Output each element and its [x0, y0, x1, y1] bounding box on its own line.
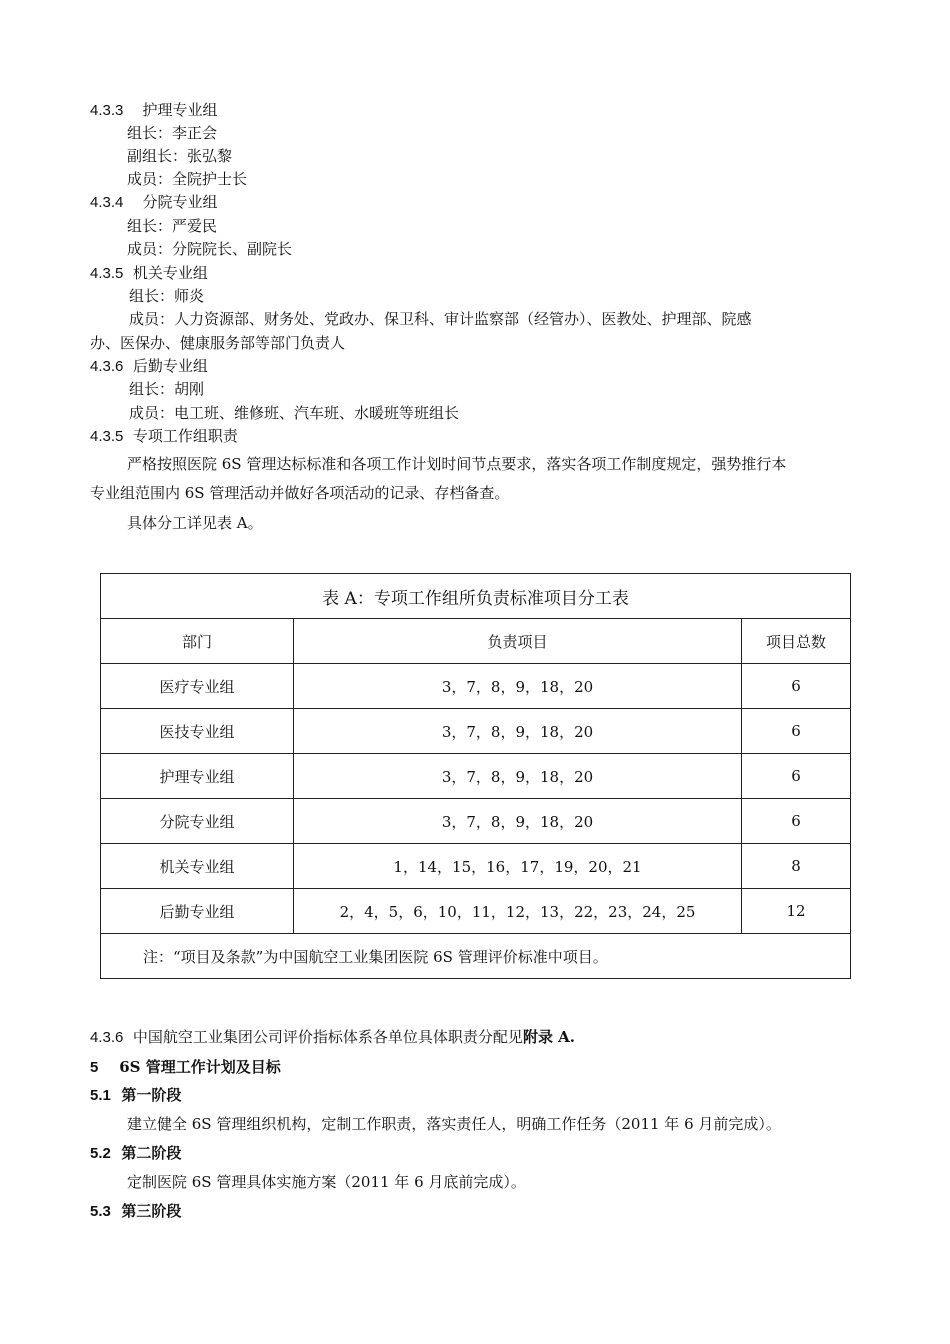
cell-items: 3，7，8，9，18，20 — [294, 754, 742, 799]
leader-line: 组长：严爱民 — [127, 217, 218, 235]
cell-total: 6 — [742, 709, 851, 754]
section-number: 4.3.5 — [90, 265, 124, 282]
table-caption: 表 A：专项工作组所负责标准项目分工表 — [101, 574, 851, 619]
cell-dept: 医疗专业组 — [101, 664, 294, 709]
members-line: 成员：人力资源部、财务处、党政办、保卫科、审计监察部（经管办）、医教处、护理部、院感 — [129, 310, 752, 328]
section-title: 第三阶段 — [121, 1202, 182, 1220]
cell-total: 12 — [742, 889, 851, 934]
appendix-link-text: 附录 A. — [522, 1028, 576, 1046]
section-title: 后勤专业组 — [132, 357, 208, 375]
section-title: 6S 管理工作计划及目标 — [119, 1058, 281, 1076]
heading-4-3-6-logistics — [90, 355, 208, 378]
appendix-text: 中国航空工业集团公司评价指标体系各单位具体职责分配见 — [132, 1028, 523, 1046]
cell-total: 6 — [742, 754, 851, 799]
table-row — [101, 754, 851, 799]
section-number: 4.3.5 — [90, 428, 124, 445]
table-header-row — [101, 619, 851, 664]
heading-4-3-3 — [90, 99, 217, 122]
table-note: 注：“项目及条款”为中国航空工业集团医院 6S 管理评价标准中项目。 — [101, 934, 851, 979]
heading-4-3-5-admin — [90, 262, 208, 285]
leader-line: 组长：胡刚 — [129, 380, 205, 398]
cell-dept: 后勤专业组 — [101, 889, 294, 934]
section-number: 4.3.6 — [90, 1029, 124, 1046]
heading-4-3-5-duties — [90, 425, 238, 448]
cell-dept: 分院专业组 — [101, 799, 294, 844]
members-line-continued: 办、医保办、健康服务部等部门负责人 — [90, 334, 346, 352]
duties-paragraph-continued: 专业组范围内 6S 管理活动并做好各项活动的记录、存档备查。 — [90, 484, 510, 502]
cell-total: 6 — [742, 664, 851, 709]
assignment-table — [100, 573, 851, 979]
table-row — [101, 889, 851, 934]
section-title: 专项工作组职责 — [132, 427, 238, 445]
heading-4-3-4 — [90, 191, 217, 214]
section-number: 4.3.3 — [90, 102, 124, 119]
members-line: 成员：电工班、维修班、汽车班、水暖班等班组长 — [129, 404, 460, 422]
table-row — [101, 709, 851, 754]
members-line: 成员：全院护士长 — [127, 170, 248, 188]
header-total: 项目总数 — [742, 619, 851, 664]
leader-line: 组长：李正会 — [127, 124, 218, 142]
header-dept: 部门 — [101, 619, 294, 664]
section-number: 4.3.4 — [90, 194, 124, 211]
cell-total: 8 — [742, 844, 851, 889]
duties-paragraph: 严格按照医院 6S 管理达标标准和各项工作计划时间节点要求，落实各项工作制度规定，强势推行本 — [127, 455, 787, 473]
table-row — [101, 664, 851, 709]
leader-line: 组长：师炎 — [129, 287, 205, 305]
table-row — [101, 844, 851, 889]
stage-1-body: 建立健全 6S 管理组织机构，定制工作职责，落实责任人，明确工作任务（2011 年 6 月前完成）。 — [127, 1115, 781, 1133]
section-number: 4.3.6 — [90, 358, 124, 375]
deputy-line: 副组长：张弘黎 — [127, 147, 233, 165]
section-number: 5 — [90, 1059, 99, 1076]
section-number: 5.2 — [90, 1145, 111, 1162]
heading-5-1 — [90, 1084, 181, 1107]
cell-items: 2，4，5，6，10，11，12，13，22，23，24，25 — [294, 889, 742, 934]
heading-5-3 — [90, 1200, 181, 1223]
section-number: 5.3 — [90, 1203, 111, 1220]
section-title: 分院专业组 — [142, 193, 218, 211]
heading-5-2 — [90, 1142, 181, 1165]
section-title: 护理专业组 — [142, 101, 218, 119]
header-items: 负责项目 — [294, 619, 742, 664]
table-row — [101, 799, 851, 844]
cell-total: 6 — [742, 799, 851, 844]
heading-5 — [90, 1056, 281, 1079]
section-number: 5.1 — [90, 1087, 111, 1104]
cell-items: 3，7，8，9，18，20 — [294, 664, 742, 709]
stage-2-body: 定制医院 6S 管理具体实施方案（2011 年 6 月底前完成）。 — [127, 1173, 526, 1191]
section-title: 第二阶段 — [121, 1144, 182, 1162]
members-line: 成员：分院院长、副院长 — [127, 240, 293, 258]
heading-4-3-6-appendix — [90, 1026, 575, 1049]
cell-dept: 护理专业组 — [101, 754, 294, 799]
cell-items: 3，7，8，9，18，20 — [294, 799, 742, 844]
cell-dept: 机关专业组 — [101, 844, 294, 889]
cell-items: 1，14，15，16，17，19，20，21 — [294, 844, 742, 889]
section-title: 机关专业组 — [132, 264, 208, 282]
cell-dept: 医技专业组 — [101, 709, 294, 754]
section-title: 第一阶段 — [121, 1086, 182, 1104]
cell-items: 3，7，8，9，18，20 — [294, 709, 742, 754]
table-reference: 具体分工详见表 A。 — [127, 514, 263, 532]
